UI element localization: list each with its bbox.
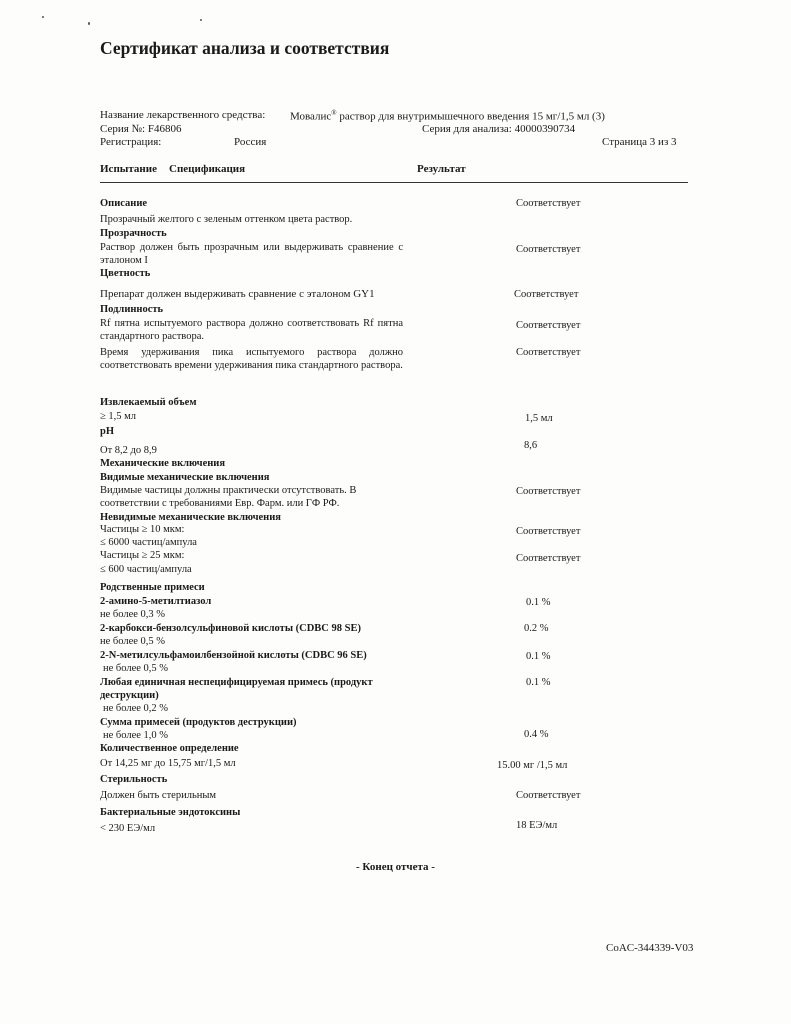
impurity-4-result: 0.1 % bbox=[526, 677, 551, 688]
spec-particles-25: Частицы ≥ 25 мкм: bbox=[100, 550, 185, 561]
section-assay: Количественное определение bbox=[100, 743, 239, 754]
result-sterility: Соответствует bbox=[516, 790, 581, 801]
section-obem: Извлекаемый объем bbox=[100, 397, 197, 408]
product-brand: Мовалис bbox=[290, 110, 332, 123]
spec-sterility: Должен быть стерильным bbox=[100, 790, 217, 801]
impurity-sum-limit: не более 1,0 % bbox=[103, 730, 169, 741]
result-prozrachnost: Соответствует bbox=[516, 244, 581, 255]
scan-speck bbox=[42, 16, 44, 18]
spec-cvetnost: Препарат должен выдерживать сравнение с эталоном GY1 bbox=[100, 288, 375, 300]
header-spec: Спецификация bbox=[169, 163, 246, 175]
registration-value: Россия bbox=[234, 136, 267, 148]
document-title: Сертификат анализа и соответствия bbox=[100, 38, 390, 58]
product-description: раствор для внутримышечного введения 15 мг/1,5 мл (3) bbox=[336, 110, 605, 123]
limit-particles-10: ≤ 6000 частиц/ампула bbox=[100, 537, 197, 548]
section-related-impurities: Родственные примеси bbox=[100, 582, 205, 593]
product-label: Название лекарственного средства: bbox=[100, 109, 266, 121]
impurity-4-name-line2: деструкции) bbox=[100, 690, 159, 701]
impurity-3-result: 0.1 % bbox=[526, 651, 551, 662]
spec-podlinnost-2: Время удерживания пика испытуемого раствора должно соответствовать времени удерживания пика стандартного раствора. bbox=[100, 347, 403, 371]
section-mechanical: Механические включения bbox=[100, 458, 226, 469]
impurity-1-result: 0.1 % bbox=[526, 597, 551, 608]
registered-mark: ® bbox=[331, 109, 337, 117]
impurity-2-name: 2-карбокси-бензолсульфиновой кислоты (CDBC 98 SE) bbox=[100, 623, 361, 634]
result-particles-25: Соответствует bbox=[516, 553, 581, 564]
result-cvetnost: Соответствует bbox=[514, 289, 579, 300]
section-prozrachnost: Прозрачность bbox=[100, 228, 167, 239]
result-assay: 15.00 мг /1,5 мл bbox=[497, 760, 568, 771]
result-podlinnost-2: Соответствует bbox=[516, 347, 581, 358]
section-sterility: Стерильность bbox=[100, 774, 168, 785]
spec-assay: От 14,25 мг до 15,75 мг/1,5 мл bbox=[100, 758, 236, 769]
end-of-report: - Конец отчета - bbox=[356, 861, 435, 873]
result-particles-10: Соответствует bbox=[516, 526, 581, 537]
product-name bbox=[290, 109, 605, 123]
header-test: Испытание bbox=[100, 163, 157, 175]
impurity-2-result: 0.2 % bbox=[524, 623, 549, 634]
impurity-1-name: 2-амино-5-метилтиазол bbox=[100, 596, 212, 607]
impurity-4-limit: не более 0,2 % bbox=[103, 703, 169, 714]
impurity-1-limit: не более 0,3 % bbox=[100, 609, 166, 620]
section-endotoxins: Бактериальные эндотоксины bbox=[100, 807, 241, 818]
spec-particles-10: Частицы ≥ 10 мкм: bbox=[100, 524, 185, 535]
impurity-4-name-line1: Любая единичная неспецифицируемая примесь (продукт bbox=[100, 677, 373, 688]
impurity-3-name: 2-N-метилсульфамоилбензойной кислоты (CDBC 96 SE) bbox=[100, 650, 367, 661]
impurity-sum-name: Сумма примесей (продуктов деструкции) bbox=[100, 717, 297, 728]
section-cvetnost: Цветность bbox=[100, 268, 151, 279]
spec-prozrachnost: Раствор должен быть прозрачным или выдерживать сравнение с эталоном I bbox=[100, 242, 403, 266]
subsection-visible: Видимые механические включения bbox=[100, 472, 270, 483]
impurity-2-limit: не более 0,5 % bbox=[100, 636, 166, 647]
spec-visible: Видимые частицы должны практически отсутствовать. В соответствии с требованиями Евр. Фарм. или ГФ РФ. bbox=[100, 485, 357, 509]
section-opisanie: Описание bbox=[100, 198, 148, 209]
header-divider bbox=[100, 182, 688, 183]
section-podlinnost: Подлинность bbox=[100, 304, 164, 315]
result-podlinnost-1: Соответствует bbox=[516, 320, 581, 331]
scan-speck bbox=[88, 22, 90, 25]
subsection-invisible: Невидимые механические включения bbox=[100, 512, 281, 523]
result-ph: 8,6 bbox=[524, 440, 538, 451]
spec-obem: ≥ 1,5 мл bbox=[100, 411, 137, 422]
impurity-3-limit: не более 0,5 % bbox=[103, 663, 169, 674]
spec-podlinnost-1: Rf пятна испытуемого раствора должно соответствовать Rf пятна стандартного раствора. bbox=[100, 318, 403, 342]
spec-endotoxins: < 230 ЕЭ/мл bbox=[100, 823, 156, 834]
analysis-series: Серия для анализа: 40000390734 bbox=[422, 123, 576, 135]
page-number: Страница 3 из 3 bbox=[602, 136, 677, 148]
header-result: Результат bbox=[417, 163, 466, 175]
series-number: Серия №: F46806 bbox=[100, 123, 182, 135]
document-code: CoAC-344339-V03 bbox=[606, 942, 694, 954]
result-endotoxins: 18 ЕЭ/мл bbox=[516, 820, 558, 831]
result-opisanie: Соответствует bbox=[516, 198, 581, 209]
impurity-sum-result: 0.4 % bbox=[524, 729, 549, 740]
section-ph: pH bbox=[100, 426, 115, 437]
result-obem: 1,5 мл bbox=[525, 413, 553, 424]
spec-opisanie: Прозрачный желтого с зеленым оттенком цвета раствор. bbox=[100, 214, 353, 225]
limit-particles-25: ≤ 600 частиц/ампула bbox=[100, 564, 192, 575]
registration-label: Регистрация: bbox=[100, 136, 162, 148]
result-visible: Соответствует bbox=[516, 486, 581, 497]
spec-ph: От 8,2 до 8,9 bbox=[100, 445, 157, 456]
scan-speck bbox=[200, 19, 202, 21]
